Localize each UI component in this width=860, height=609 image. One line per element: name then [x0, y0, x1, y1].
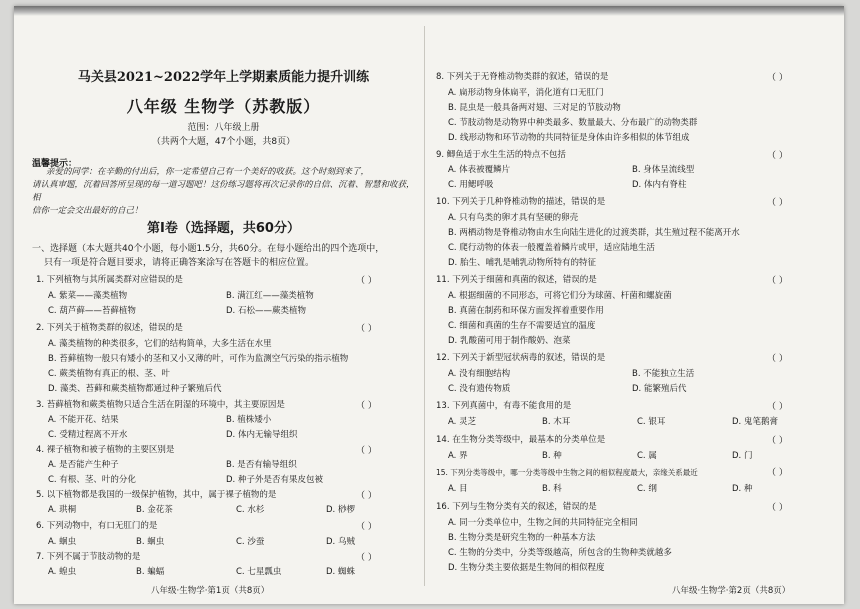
exam-sheet [14, 6, 844, 604]
option: D. 能繁殖后代 [632, 384, 687, 394]
option: A. 蝗虫 [48, 567, 77, 577]
option: C. 沙蚕 [236, 537, 265, 547]
option: B. 不能独立生活 [632, 369, 695, 379]
option: B. 真菌在制药和环保方面发挥着重要作用 [448, 306, 604, 316]
answer-paren: （ ） [356, 553, 377, 563]
answer-paren: （ ） [356, 276, 377, 286]
answer-paren: （ ） [767, 436, 788, 446]
answer-paren: （ ） [767, 402, 788, 412]
tips-body [32, 166, 417, 218]
option: D. 藻类、苔藓和蕨类植物都通过种子繁殖后代 [48, 384, 222, 394]
option: B. 两栖动物是脊椎动物由水生向陆生进化的过渡类群，其生殖过程不能离开水 [448, 228, 740, 238]
option: A. 是否能产生种子 [48, 460, 119, 470]
question-stem: 11. 下列关于细菌和真菌的叙述，错误的是 [436, 275, 597, 285]
answer-paren: （ ） [356, 491, 377, 501]
option: C. 没有遗传物质 [448, 384, 511, 394]
answer-paren: （ ） [767, 354, 788, 364]
option: D. 体内无输导组织 [226, 430, 298, 440]
option: C. 生物的分类中，分类等级越高，所包含的生物种类就越多 [448, 548, 672, 558]
instr-line: 只有一项是符合题目要求，请将正确答案涂写在答题卡的相应位置。 [44, 258, 315, 268]
option: B. 生物分类是研究生物的一种基本方法 [448, 533, 596, 543]
option: D. 石松——蕨类植物 [226, 306, 306, 316]
exam-scope: 范围：八年级上册 [187, 123, 260, 133]
option: D. 体内有脊柱 [632, 180, 687, 190]
answer-paren: （ ） [356, 324, 377, 334]
option: A. 没有细胞结构 [448, 369, 511, 379]
question-stem: 5. 以下植物都是我国的一级保护植物，其中，属于裸子植物的是 [36, 490, 277, 500]
answer-paren: （ ） [767, 73, 788, 83]
option: A. 灵芝 [448, 417, 477, 427]
option: B. 木耳 [542, 417, 571, 427]
answer-paren: （ ） [767, 198, 788, 208]
tips-line: 请认真审题，沉着回答所呈现的每一道习题吧！这份练习题将再次记录你的自信、沉着、智慧和收获，相 [32, 180, 415, 203]
question-stem: 2. 下列关于植物类群的叙述，错误的是 [36, 323, 183, 333]
question-stem: 14. 在生物分类等级中，最基本的分类单位是 [436, 435, 606, 445]
option: B. 植株矮小 [226, 415, 272, 425]
option: C. 节肢动物是动物界中种类最多、数量最大、分布最广的动物类群 [448, 118, 698, 128]
answer-paren: （ ） [767, 151, 788, 161]
option: B. 蝙蝠 [136, 567, 165, 577]
option: B. 身体呈流线型 [632, 165, 695, 175]
option: B. 蛔虫 [136, 537, 165, 547]
option: B. 种 [542, 451, 562, 461]
answer-paren: （ ） [356, 446, 377, 456]
answer-paren: （ ） [767, 503, 788, 513]
option: B. 苔藓植物一般只有矮小的茎和又小又薄的叶，可作为监测空气污染的指示植物 [48, 354, 349, 364]
question-stem: 9. 鲫鱼适于水生生活的特点不包括 [436, 150, 566, 160]
option: A. 蛔虫 [48, 537, 77, 547]
right-page [432, 6, 837, 604]
tips-label: 温馨提示： [32, 159, 78, 169]
tips-line: 亲爱的同学：在辛勤的付出后，你一定希望自己有一个美好的收获。这个时刻到来了， [46, 167, 370, 177]
option: A. 只有鸟类的卵才具有坚硬的卵壳 [448, 213, 579, 223]
option: C. 七星瓢虫 [236, 567, 282, 577]
option: C. 葫芦藓——苔藓植物 [48, 306, 136, 316]
question-stem: 6. 下列动物中，有口无肛门的是 [36, 521, 158, 531]
option: C. 蕨类植物有真正的根、茎、叶 [48, 369, 170, 379]
page-footer-left: 八年级·生物学·第1页（共8页） [151, 586, 270, 596]
page-divider [424, 26, 425, 586]
answer-paren: （ ） [356, 522, 377, 532]
question-stem: 15. 下列分类等级中，哪一分类等级中生物之间的相似程度最大，亲缘关系最近 [436, 468, 698, 477]
instr-line: 一、选择题（本大题共40个小题，每小题1.5分，共60分。在每小题给出的四个选项中， [32, 244, 385, 254]
option: A. 体表被覆鳞片 [448, 165, 511, 175]
option: C. 银耳 [637, 417, 666, 427]
answer-paren: （ ） [356, 401, 377, 411]
question-stem: 8. 下列关于无脊椎动物类群的叙述，错误的是 [436, 72, 609, 82]
option: A. 紫菜——藻类植物 [48, 291, 128, 301]
part-one-title: 第Ⅰ卷（选择题，共60分） [147, 221, 300, 236]
option: B. 昆虫是一般具备两对翅、三对足的节肢动物 [448, 103, 621, 113]
question-stem: 3. 苔藓植物和蕨类植物只适合生活在阴湿的环境中，其主要原因是 [36, 400, 285, 410]
option: D. 生物分类主要依据是生物间的相似程度 [448, 563, 605, 573]
answer-paren: （ ） [767, 468, 788, 478]
exam-title: 马关县2021~2022学年上学期素质能力提升训练 [77, 70, 370, 85]
option: C. 有根、茎、叶的分化 [48, 475, 136, 485]
option: C. 水杉 [236, 505, 265, 515]
option: A. 目 [448, 484, 468, 494]
question-stem: 13. 下列真菌中，有毒不能食用的是 [436, 401, 572, 411]
grade-subject: 八年级 生物学（苏教版） [126, 97, 321, 116]
option: D. 线形动物和环节动物的共同特征是身体由许多相似的体节组成 [448, 133, 690, 143]
option: B. 金花茶 [136, 505, 173, 515]
option: D. 乳酸菌可用于制作酸奶、泡菜 [448, 336, 571, 346]
option: A. 不能开花、结果 [48, 415, 119, 425]
option: D. 门 [732, 451, 753, 461]
option: A. 珙桐 [48, 505, 77, 515]
answer-paren: （ ） [767, 276, 788, 286]
question-stem: 16. 下列与生物分类有关的叙述，错误的是 [436, 502, 597, 512]
option: A. 同一分类单位中，生物之间的共同特征完全相同 [448, 518, 638, 528]
option: B. 是否有输导组织 [226, 460, 297, 470]
option: C. 用鳃呼吸 [448, 180, 494, 190]
option: C. 纲 [637, 484, 657, 494]
left-page [26, 6, 421, 604]
option: A. 藻类植物的种类很多，它们的结构简单，大多生活在水里 [48, 339, 272, 349]
question-stem: 1. 下列植物与其所属类群对应错误的是 [36, 275, 183, 285]
option: B. 科 [542, 484, 562, 494]
question-stem: 7. 下列不属于节肢动物的是 [36, 552, 141, 562]
option: D. 种子外是否有果皮包被 [226, 475, 323, 485]
option: A. 扁形动物身体扁平，消化道有口无肛门 [448, 88, 604, 98]
option: C. 细菌和真菌的生存不需要适宜的温度 [448, 321, 596, 331]
option: C. 受精过程离不开水 [48, 430, 128, 440]
option: D. 种 [732, 484, 753, 494]
option: C. 爬行动物的体表一般覆盖着鳞片或甲，适应陆地生活 [448, 243, 655, 253]
option: A. 根据细菌的不同形态，可将它们分为球菌、杆菌和螺旋菌 [448, 291, 672, 301]
question-stem: 12. 下列关于新型冠状病毒的叙述，错误的是 [436, 353, 606, 363]
page-footer-right: 八年级·生物学·第2页（共8页） [672, 586, 791, 596]
option: D. 桫椤 [326, 505, 355, 515]
option: D. 乌贼 [326, 537, 355, 547]
tips-line: 信你一定会交出最好的自己！ [32, 206, 143, 216]
option: C. 属 [637, 451, 657, 461]
question-stem: 4. 裸子植物和被子植物的主要区别是 [36, 445, 175, 455]
option: B. 满江红——藻类植物 [226, 291, 314, 301]
option: D. 胎生、哺乳是哺乳动物所特有的特征 [448, 258, 596, 268]
option: D. 鬼笔鹅膏 [732, 417, 778, 427]
option: A. 界 [448, 451, 468, 461]
part-one-instructions [32, 242, 417, 270]
exam-info: （共两个大题，47个小题，共8页） [151, 137, 296, 147]
question-stem: 10. 下列关于几种脊椎动物的描述，错误的是 [436, 197, 606, 207]
option: D. 蜘蛛 [326, 567, 355, 577]
